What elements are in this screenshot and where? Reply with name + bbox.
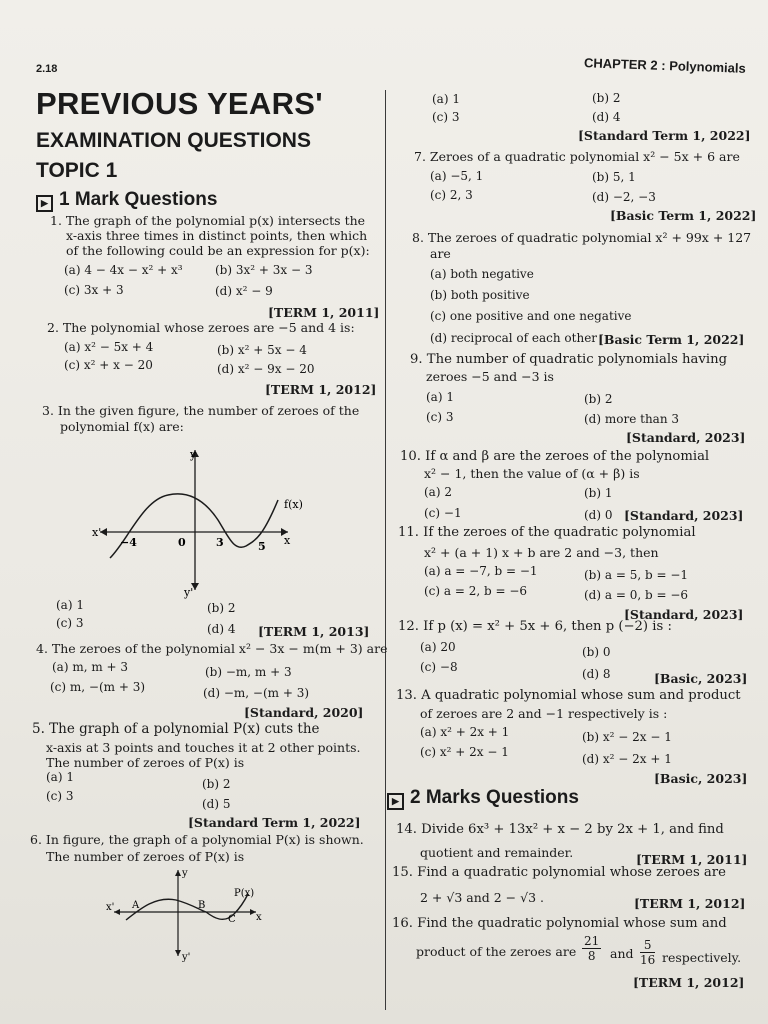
- q8-option-d: (d) reciprocal of each other: [430, 331, 598, 345]
- q5-reference: [Standard Term 1, 2022]: [188, 815, 361, 830]
- q7-reference: [Basic Term 1, 2022]: [610, 208, 757, 223]
- q3-graph-yprime-label: y': [184, 586, 194, 599]
- q4-text-line1: 4. The zeroes of the polynomial x² − 3x − m(m + 3) are: [36, 641, 388, 656]
- q7-text-line1: 7. Zeroes of a quadratic polynomial x² − 5x + 6 are: [414, 149, 740, 164]
- q12-option-a: (a) 20: [420, 640, 456, 654]
- q5-option-a: (a) 1: [46, 770, 74, 784]
- q6-reference: [Standard Term 1, 2022]: [578, 128, 751, 143]
- q3-graph-tick-3: 3: [216, 536, 224, 549]
- q1-text-line3: of the following could be an expression for p(x):: [66, 243, 370, 258]
- q16-fraction-1: 21 8: [584, 934, 600, 963]
- q1-reference: [TERM 1, 2011]: [268, 305, 380, 320]
- q6-graph-x-label: x: [256, 912, 262, 923]
- q8-option-c: (c) one positive and one negative: [430, 309, 632, 323]
- section-heading-two-marks: ▶ 2 Marks Questions: [387, 787, 579, 809]
- q1-option-b: (b) 3x² + 3x − 3: [215, 263, 313, 277]
- q10-reference: [Standard, 2023]: [624, 508, 744, 523]
- q15-reference: [TERM 1, 2012]: [634, 896, 746, 911]
- q9-text-line2: zeroes −5 and −3 is: [426, 369, 554, 384]
- q5-option-d: (d) 5: [202, 797, 231, 811]
- q10-option-b: (b) 1: [584, 486, 613, 500]
- q16-reference: [TERM 1, 2012]: [633, 975, 745, 990]
- q2-option-b: (b) x² + 5x − 4: [217, 343, 307, 357]
- q2-option-d: (d) x² − 9x − 20: [217, 362, 315, 376]
- q7-option-b: (b) 5, 1: [592, 170, 636, 184]
- q11-option-c: (c) a = 2, b = −6: [424, 584, 528, 598]
- q4-option-a: (a) m, m + 3: [52, 660, 129, 674]
- q1-option-d: (d) x² − 9: [215, 284, 273, 298]
- q15-text-line2: 2 + √3 and 2 − √3 .: [420, 890, 544, 905]
- q5-option-b: (b) 2: [202, 777, 231, 791]
- q6-option-d: (d) 4: [592, 110, 621, 124]
- q11-text-line1: 11. If the zeroes of the quadratic polynomial: [398, 525, 696, 540]
- q9-option-d: (d) more than 3: [584, 412, 679, 426]
- q7-option-a: (a) −5, 1: [430, 169, 484, 183]
- q6-graph-y-label: y: [182, 868, 188, 879]
- q3-option-a: (a) 1: [56, 598, 84, 612]
- q11-reference: [Standard, 2023]: [624, 607, 744, 622]
- q6-graph-point-b: B: [198, 900, 206, 911]
- q13-option-d: (d) x² − 2x + 1: [582, 752, 672, 766]
- q6-graph-xprime-label: x': [106, 902, 115, 913]
- q1-option-c: (c) 3x + 3: [64, 283, 124, 297]
- q11-text-line2: x² + (a + 1) x + b are 2 and −3, then: [424, 545, 659, 560]
- q3-graph-x-label: x: [284, 534, 291, 547]
- q13-text-line2: of zeroes are 2 and −1 respectively is :: [420, 706, 668, 721]
- q10-option-c: (c) −1: [424, 506, 462, 520]
- q15-text-line1: 15. Find a quadratic polynomial whose zeroes are: [392, 865, 726, 880]
- q14-reference: [TERM 1, 2011]: [636, 852, 748, 867]
- page-subtitle: EXAMINATION QUESTIONS: [36, 129, 311, 152]
- q13-option-a: (a) x² + 2x + 1: [420, 725, 510, 739]
- section-heading-one-mark: ▶ 1 Mark Questions: [36, 189, 217, 211]
- q2-option-c: (c) x² + x − 20: [64, 358, 153, 372]
- q6-graph-point-a: A: [132, 900, 140, 911]
- q1-option-a: (a) 4 − 4x − x² + x³: [64, 263, 183, 277]
- q11-option-b: (b) a = 5, b = −1: [584, 568, 689, 582]
- q14-text-line1: 14. Divide 6x³ + 13x² + x − 2 by 2x + 1, and find: [396, 822, 724, 837]
- q12-reference: [Basic, 2023]: [654, 671, 748, 686]
- q5-text-line1: 5. The graph of a polynomial P(x) cuts the: [32, 721, 320, 737]
- topic-title: TOPIC 1: [36, 159, 118, 182]
- q8-text-line1: 8. The zeroes of quadratic polynomial x² + 99x + 127: [412, 230, 752, 245]
- q16-text-line2a: product of the zeroes are: [416, 944, 577, 959]
- q12-text-line1: 12. If p (x) = x² + 5x + 6, then p (−2) is :: [398, 619, 672, 634]
- q9-option-c: (c) 3: [426, 410, 454, 424]
- q8-reference: [Basic Term 1, 2022]: [598, 332, 745, 347]
- q2-option-a: (a) x² − 5x + 4: [64, 340, 154, 354]
- q4-option-c: (c) m, −(m + 3): [50, 680, 146, 694]
- q4-option-d: (d) −m, −(m + 3): [203, 686, 310, 700]
- q6-option-a: (a) 1: [432, 92, 460, 106]
- q2-reference: [TERM 1, 2012]: [265, 382, 377, 397]
- q12-option-c: (c) −8: [420, 660, 458, 674]
- q3-option-b: (b) 2: [207, 601, 236, 615]
- q10-text-line1: 10. If α and β are the zeroes of the polynomial: [400, 449, 710, 464]
- q4-reference: [Standard, 2020]: [244, 705, 364, 720]
- q5-text-line3: The number of zeroes of P(x) is: [46, 755, 245, 770]
- q8-text-line2: are: [430, 246, 451, 261]
- q10-option-a: (a) 2: [424, 485, 452, 499]
- q3-option-c: (c) 3: [56, 616, 84, 630]
- section-marker-icon: ▶: [387, 793, 404, 810]
- q12-option-b: (b) 0: [582, 645, 611, 659]
- q9-option-a: (a) 1: [426, 390, 454, 404]
- q7-option-d: (d) −2, −3: [592, 190, 656, 204]
- q14-text-line2: quotient and remainder.: [420, 845, 574, 860]
- q3-graph-y-label: y: [190, 448, 197, 461]
- q6-graph-yprime-label: y': [182, 952, 191, 963]
- q5-option-c: (c) 3: [46, 789, 74, 803]
- column-divider: [385, 90, 386, 1010]
- q3-graph-tick-5: 5: [258, 540, 266, 553]
- q6-text-line1: 6. In figure, the graph of a polynomial P(x) is shown.: [30, 832, 364, 847]
- q3-graph-tick-0: 0: [178, 536, 186, 549]
- q3-text-line2: polynomial f(x) are:: [60, 419, 184, 434]
- q3-graph-tick-neg4: −4: [120, 536, 137, 549]
- q6-graph-px-label: P(x): [234, 888, 255, 899]
- q2-text-line1: 2. The polynomial whose zeroes are −5 and 4 is:: [47, 320, 355, 335]
- page-number: 2.18: [36, 63, 58, 75]
- section-marker-icon: ▶: [36, 195, 53, 212]
- q8-option-b: (b) both positive: [430, 288, 530, 302]
- q16-text-line1: 16. Find the quadratic polynomial whose sum and: [392, 916, 727, 931]
- q6-text-line2: The number of zeroes of P(x) is: [46, 849, 245, 864]
- q5-text-line2: x-axis at 3 points and touches it at 2 other points.: [46, 740, 361, 755]
- q10-option-d: (d) 0: [584, 508, 613, 522]
- q13-text-line1: 13. A quadratic polynomial whose sum and product: [396, 688, 741, 703]
- q3-text-line1: 3. In the given figure, the number of zeroes of the: [42, 403, 360, 418]
- q8-option-a: (a) both negative: [430, 267, 534, 281]
- q3-graph: [88, 440, 308, 600]
- q6-graph: [106, 864, 276, 964]
- q10-text-line2: x² − 1, then the value of (α + β) is: [424, 466, 640, 481]
- q16-and: and: [610, 946, 634, 961]
- q3-reference: [TERM 1, 2013]: [258, 624, 370, 639]
- q16-text-line2b: respectively.: [662, 950, 742, 965]
- q6-option-c: (c) 3: [432, 110, 460, 124]
- q13-option-c: (c) x² + 2x − 1: [420, 745, 509, 759]
- q11-option-a: (a) a = −7, b = −1: [424, 564, 538, 578]
- q7-option-c: (c) 2, 3: [430, 188, 473, 202]
- q13-reference: [Basic, 2023]: [654, 771, 748, 786]
- page-title: PREVIOUS YEARS': [36, 86, 323, 121]
- q9-reference: [Standard, 2023]: [626, 430, 746, 445]
- q9-text-line1: 9. The number of quadratic polynomials having: [410, 352, 728, 367]
- q1-text-line2: x-axis three times in distinct points, then which: [66, 228, 368, 243]
- q16-fraction-2: 5 16: [640, 938, 656, 967]
- q3-graph-fx-label: f(x): [284, 498, 303, 511]
- chapter-header: CHAPTER 2 : Polynomials: [583, 55, 747, 76]
- q4-option-b: (b) −m, m + 3: [205, 665, 292, 679]
- q3-option-d: (d) 4: [207, 622, 236, 636]
- q11-option-d: (d) a = 0, b = −6: [584, 588, 689, 602]
- q6-option-b: (b) 2: [592, 91, 621, 105]
- q6-graph-point-c: C: [228, 914, 236, 925]
- q9-option-b: (b) 2: [584, 392, 613, 406]
- q1-text-line1: 1. The graph of the polynomial p(x) intersects the: [50, 213, 366, 228]
- q3-graph-xprime-label: x': [92, 526, 102, 539]
- q12-option-d: (d) 8: [582, 667, 611, 681]
- q13-option-b: (b) x² − 2x − 1: [582, 730, 672, 744]
